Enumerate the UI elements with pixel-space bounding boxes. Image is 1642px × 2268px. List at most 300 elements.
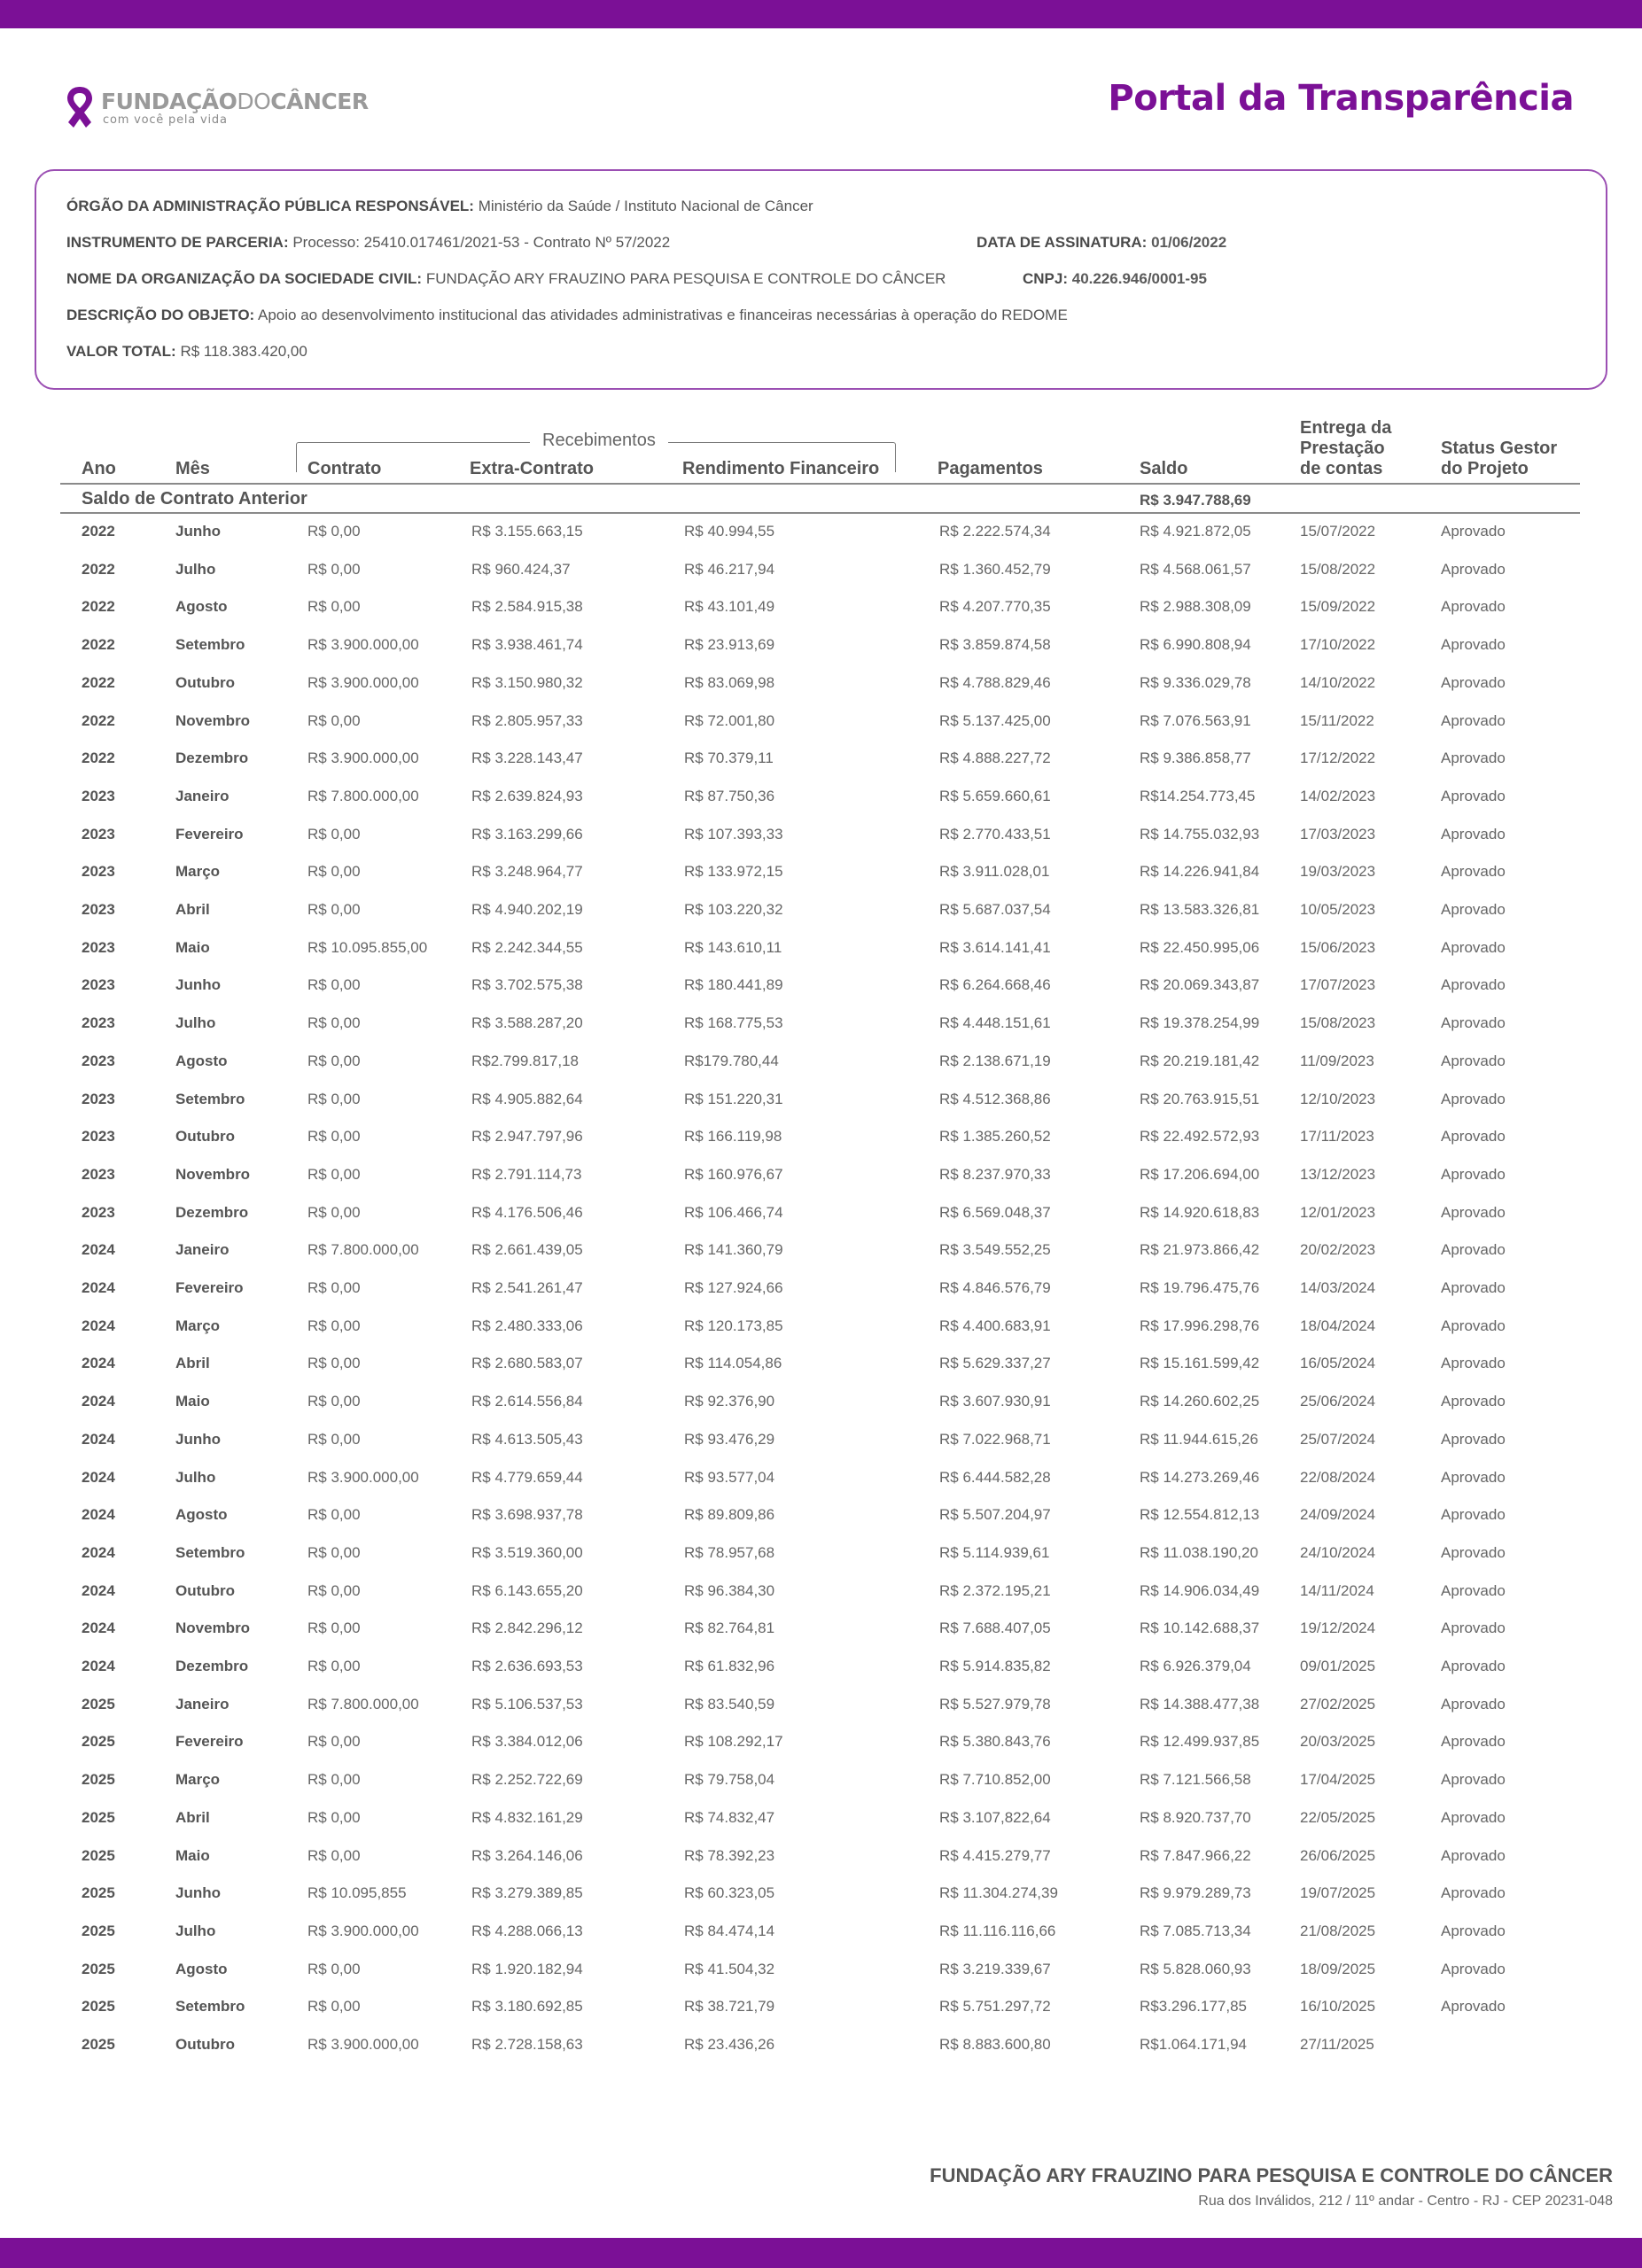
cell-rendimento: R$ 89.809,86 [684, 1506, 775, 1524]
cell-status: Aprovado [1441, 863, 1506, 881]
cell-mes: Janeiro [175, 787, 230, 804]
cell-extra-contrato: R$ 3.384.012,06 [471, 1733, 583, 1751]
header-entrega-line-3: de contas [1300, 459, 1383, 478]
cell-entrega: 12/10/2023 [1300, 1090, 1376, 1107]
cell-saldo: R$ 7.085.713,34 [1140, 1922, 1251, 1939]
cell-ano: 2024 [82, 1393, 115, 1410]
cell-contrato: R$ 0,00 [307, 1506, 361, 1524]
cell-saldo: R$ 14.226.941,84 [1140, 863, 1260, 881]
cell-rendimento: R$ 151.220,31 [684, 1090, 783, 1107]
cell-extra-contrato: R$ 2.661.439,05 [471, 1241, 583, 1259]
cell-contrato: R$ 0,00 [307, 1203, 361, 1221]
table-row [0, 1544, 1642, 1582]
cell-pagamentos: R$ 2.372.195,21 [939, 1581, 1051, 1599]
cell-rendimento: R$ 74.832,47 [684, 1808, 775, 1826]
cell-ano: 2022 [82, 636, 115, 654]
instrumento-value: Processo: 25410.017461/2021-53 - Contrato Nº 57/2022 [292, 234, 671, 251]
table-row [0, 1431, 1642, 1469]
cell-pagamentos: R$ 1.385.260,52 [939, 1128, 1051, 1146]
cell-entrega: 25/06/2024 [1300, 1393, 1376, 1410]
cell-mes: Setembro [175, 1090, 245, 1107]
header-mes: Mês [175, 459, 210, 478]
cell-pagamentos: R$ 2.138.671,19 [939, 1052, 1051, 1069]
cell-entrega: 14/02/2023 [1300, 787, 1376, 804]
cell-saldo: R$ 5.828.060,93 [1140, 1960, 1251, 1977]
cell-entrega: 14/11/2024 [1300, 1581, 1374, 1599]
cell-pagamentos: R$ 7.688.407,05 [939, 1619, 1051, 1637]
cell-rendimento: R$ 114.054,86 [684, 1355, 782, 1372]
cell-rendimento: R$ 92.376,90 [684, 1393, 775, 1410]
descricao-value: Apoio ao desenvolvimento institucional das atividades administrativas e financeiras necessárias à operação do REDOME [258, 307, 1068, 323]
cell-entrega: 15/07/2022 [1300, 523, 1376, 540]
cell-rendimento: R$ 93.577,04 [684, 1468, 775, 1486]
cell-extra-contrato: R$ 4.779.659,44 [471, 1468, 583, 1486]
valor-total-line [66, 343, 307, 361]
cell-ano: 2022 [82, 523, 115, 540]
table-row [0, 1166, 1642, 1204]
cell-extra-contrato: R$ 2.842.296,12 [471, 1619, 583, 1637]
cell-saldo: R$ 14.388.477,38 [1140, 1695, 1260, 1713]
cell-entrega: 15/08/2023 [1300, 1014, 1376, 1032]
cell-status: Aprovado [1441, 787, 1506, 804]
cell-mes: Janeiro [175, 1695, 230, 1713]
fundacao-do-cancer-logo[interactable] [64, 85, 369, 129]
cell-mes: Junho [175, 523, 221, 540]
cell-mes: Outubro [175, 1128, 236, 1146]
cnpj-label: CNPJ: [1023, 270, 1069, 287]
table-row [0, 1961, 1642, 1999]
cell-extra-contrato: R$ 2.728.158,63 [471, 2036, 583, 2053]
cell-ano: 2025 [82, 1846, 115, 1864]
cell-mes: Junho [175, 1430, 221, 1448]
cell-status: Aprovado [1441, 1090, 1506, 1107]
cell-rendimento: R$ 70.379,11 [684, 750, 774, 767]
cell-rendimento: R$ 38.721,79 [684, 1998, 775, 2016]
cell-saldo: R$14.254.773,45 [1140, 787, 1256, 804]
cell-extra-contrato: R$ 4.905.882,64 [471, 1090, 583, 1107]
descricao-line [66, 307, 1068, 324]
cell-rendimento: R$ 133.972,15 [684, 863, 783, 881]
cell-ano: 2024 [82, 1241, 115, 1259]
header-extra-contrato: Extra-Contrato [470, 459, 595, 478]
cell-pagamentos: R$ 7.710.852,00 [939, 1771, 1051, 1789]
cell-saldo: R$ 15.161.599,42 [1140, 1355, 1260, 1372]
table-row [0, 1355, 1642, 1393]
cell-rendimento: R$ 60.323,05 [684, 1884, 775, 1902]
cnpj-value: 40.226.946/0001-95 [1071, 270, 1207, 287]
logo-word-do: DO [237, 89, 271, 114]
cell-mes: Dezembro [175, 1658, 249, 1674]
cell-contrato: R$ 0,00 [307, 1317, 361, 1334]
cell-saldo: R$ 9.979.289,73 [1140, 1884, 1251, 1902]
cell-status: Aprovado [1441, 1846, 1506, 1864]
cell-status: Aprovado [1441, 1506, 1506, 1524]
cell-saldo: R$ 22.492.572,93 [1140, 1128, 1260, 1146]
cell-rendimento: R$ 84.474,14 [684, 1922, 775, 1939]
cell-status: Aprovado [1441, 1808, 1506, 1826]
cell-pagamentos: R$ 7.022.968,71 [939, 1430, 1051, 1448]
logo-wordmark [101, 90, 369, 113]
cell-rendimento: R$ 78.957,68 [684, 1543, 775, 1561]
cell-status: Aprovado [1441, 1203, 1506, 1221]
cell-rendimento: R$ 78.392,23 [684, 1846, 775, 1864]
cell-rendimento: R$ 160.976,67 [684, 1165, 783, 1183]
cell-extra-contrato: R$ 3.279.389,85 [471, 1884, 583, 1902]
cell-rendimento: R$ 87.750,36 [684, 787, 775, 804]
table-row [0, 1998, 1642, 2036]
cell-status: Aprovado [1441, 1581, 1506, 1599]
table-row [0, 1091, 1642, 1129]
cell-mes: Abril [175, 1355, 210, 1372]
table-row [0, 1696, 1642, 1734]
cell-extra-contrato: R$ 2.680.583,07 [471, 1355, 583, 1372]
cell-ano: 2024 [82, 1430, 115, 1448]
header-divider [60, 483, 1580, 485]
cell-entrega: 19/07/2025 [1300, 1884, 1376, 1902]
cell-contrato: R$ 7.800.000,00 [307, 787, 419, 804]
cell-extra-contrato: R$ 4.613.505,43 [471, 1430, 583, 1448]
header-rendimento-financeiro: Rendimento Financeiro [682, 459, 880, 478]
cell-contrato: R$ 0,00 [307, 1658, 361, 1674]
cell-mes: Janeiro [175, 1241, 230, 1259]
cell-mes: Outubro [175, 2036, 236, 2053]
cell-rendimento: R$ 82.764,81 [684, 1619, 775, 1637]
cell-rendimento: R$ 141.360,79 [684, 1241, 783, 1259]
table-row [0, 826, 1642, 864]
cell-extra-contrato: R$ 960.424,37 [471, 560, 571, 578]
cell-contrato: R$ 0,00 [307, 1960, 361, 1977]
cell-extra-contrato: R$ 4.940.202,19 [471, 901, 583, 918]
cell-ano: 2025 [82, 1884, 115, 1902]
cell-saldo: R$ 12.554.812,13 [1140, 1506, 1260, 1524]
table-row [0, 863, 1642, 901]
cell-contrato: R$ 10.095.855,00 [307, 938, 428, 956]
valor-total-value: R$ 118.383.420,00 [180, 343, 307, 360]
cell-saldo: R$ 6.990.808,94 [1140, 636, 1251, 654]
saldo-anterior-value: R$ 3.947.788,69 [1140, 492, 1251, 509]
cell-rendimento: R$ 120.173,85 [684, 1317, 783, 1334]
cell-extra-contrato: R$ 2.480.333,06 [471, 1317, 583, 1334]
cell-pagamentos: R$ 5.659.660,61 [939, 787, 1051, 804]
cell-entrega: 17/12/2022 [1300, 750, 1376, 767]
table-row [0, 1204, 1642, 1242]
cell-extra-contrato: R$ 2.636.693,53 [471, 1658, 583, 1674]
cell-mes: Setembro [175, 1543, 245, 1561]
cell-extra-contrato: R$ 2.791.114,73 [471, 1165, 582, 1183]
cell-rendimento: R$ 106.466,74 [684, 1203, 783, 1221]
table-row [0, 1771, 1642, 1809]
cell-entrega: 19/03/2023 [1300, 863, 1376, 881]
cell-mes: Junho [175, 1884, 221, 1902]
cell-pagamentos: R$ 4.788.829,46 [939, 673, 1051, 691]
cell-contrato: R$ 7.800.000,00 [307, 1241, 419, 1259]
table-row [0, 598, 1642, 636]
cell-pagamentos: R$ 3.219.339,67 [939, 1960, 1051, 1977]
cell-saldo: R$1.064.171,94 [1140, 2036, 1247, 2053]
cell-status: Aprovado [1441, 1317, 1506, 1334]
cell-status: Aprovado [1441, 1355, 1506, 1372]
cell-ano: 2024 [82, 1468, 115, 1486]
cell-contrato: R$ 0,00 [307, 1090, 361, 1107]
table-row [0, 1241, 1642, 1279]
cell-saldo: R$ 4.921.872,05 [1140, 523, 1251, 540]
header-entrega-line-1: Entrega da [1300, 418, 1392, 438]
cell-status: Aprovado [1441, 1619, 1506, 1637]
cell-ano: 2024 [82, 1279, 115, 1296]
cell-rendimento: R$ 79.758,04 [684, 1771, 775, 1789]
cell-pagamentos: R$ 3.614.141,41 [939, 938, 1051, 956]
recebimentos-group-header: Recebimentos [530, 431, 668, 451]
cell-contrato: R$ 0,00 [307, 1128, 361, 1146]
cell-mes: Setembro [175, 1998, 245, 2016]
cell-extra-contrato: R$ 3.588.287,20 [471, 1014, 583, 1032]
cell-status: Aprovado [1441, 673, 1506, 691]
cell-extra-contrato: R$ 2.541.261,47 [471, 1279, 583, 1296]
cell-rendimento: R$ 107.393,33 [684, 825, 783, 843]
cell-status: Aprovado [1441, 598, 1506, 616]
table-row [0, 636, 1642, 674]
cell-extra-contrato: R$ 4.832.161,29 [471, 1808, 583, 1826]
table-row [0, 1128, 1642, 1166]
cell-contrato: R$ 0,00 [307, 1052, 361, 1069]
cell-status: Aprovado [1441, 1430, 1506, 1448]
cell-entrega: 24/09/2024 [1300, 1506, 1376, 1524]
cell-contrato: R$ 3.900.000,00 [307, 673, 419, 691]
cell-entrega: 18/04/2024 [1300, 1317, 1376, 1334]
cell-ano: 2024 [82, 1581, 115, 1599]
cell-pagamentos: R$ 5.114.939,61 [939, 1543, 1050, 1561]
cell-rendimento: R$ 83.069,98 [684, 673, 775, 691]
orgao-value: Ministério da Saúde / Instituto Nacional de Câncer [478, 198, 813, 214]
cell-mes: Setembro [175, 636, 245, 654]
cell-mes: Maio [175, 1393, 210, 1410]
cell-mes: Julho [175, 1468, 216, 1486]
cell-extra-contrato: R$ 2.252.722,69 [471, 1771, 583, 1789]
table-row [0, 1809, 1642, 1847]
cell-saldo: R$ 8.920.737,70 [1140, 1808, 1251, 1826]
cell-entrega: 22/08/2024 [1300, 1468, 1376, 1486]
cell-saldo: R$ 20.069.343,87 [1140, 976, 1260, 994]
cell-ano: 2022 [82, 673, 115, 691]
header-contrato: Contrato [307, 459, 382, 478]
cell-mes: Julho [175, 1922, 216, 1939]
cell-status: Aprovado [1441, 1052, 1506, 1069]
table-row [0, 2036, 1642, 2074]
cell-contrato: R$ 0,00 [307, 1393, 361, 1410]
cell-rendimento: R$ 96.384,30 [684, 1581, 775, 1599]
cell-saldo: R$ 11.944.615,26 [1140, 1430, 1258, 1448]
cell-entrega: 17/11/2023 [1300, 1128, 1374, 1146]
cell-pagamentos: R$ 6.444.582,28 [939, 1468, 1051, 1486]
header-entrega-line-2: Prestação [1300, 439, 1385, 458]
cell-saldo: R$ 14.906.034,49 [1140, 1581, 1260, 1599]
cell-saldo: R$ 9.336.029,78 [1140, 673, 1251, 691]
cell-ano: 2023 [82, 938, 115, 956]
cell-entrega: 17/03/2023 [1300, 825, 1376, 843]
cell-entrega: 25/07/2024 [1300, 1430, 1376, 1448]
cell-rendimento: R$ 23.436,26 [684, 2036, 775, 2053]
cell-contrato: R$ 0,00 [307, 1998, 361, 2016]
cell-mes: Maio [175, 1846, 210, 1864]
cell-entrega: 15/06/2023 [1300, 938, 1376, 956]
cell-mes: Fevereiro [175, 1733, 244, 1751]
cell-extra-contrato: R$ 3.163.299,66 [471, 825, 583, 843]
cell-contrato: R$ 7.800.000,00 [307, 1695, 419, 1713]
cell-rendimento: R$ 103.220,32 [684, 901, 783, 918]
table-row [0, 1619, 1642, 1658]
cell-pagamentos: R$ 8.883.600,80 [939, 2036, 1051, 2053]
cell-saldo: R$ 7.076.563,91 [1140, 711, 1251, 729]
cell-entrega: 12/01/2023 [1300, 1203, 1376, 1221]
cell-pagamentos: R$ 2.222.574,34 [939, 523, 1051, 540]
cell-extra-contrato: R$ 4.288.066,13 [471, 1922, 583, 1939]
cell-contrato: R$ 3.900.000,00 [307, 636, 419, 654]
cell-entrega: 14/03/2024 [1300, 1279, 1376, 1296]
table-row [0, 1279, 1642, 1317]
descricao-label: DESCRIÇÃO DO OBJETO: [66, 307, 255, 323]
table-row [0, 674, 1642, 712]
cell-status: Aprovado [1441, 901, 1506, 918]
cell-ano: 2022 [82, 560, 115, 578]
cell-contrato: R$ 0,00 [307, 901, 361, 918]
cell-entrega: 15/09/2022 [1300, 598, 1376, 616]
cell-rendimento: R$179.780,44 [684, 1052, 779, 1069]
cell-entrega: 15/08/2022 [1300, 560, 1376, 578]
table-row [0, 939, 1642, 977]
ribbon-icon [64, 85, 96, 129]
cell-mes: Fevereiro [175, 1279, 244, 1296]
header-status-line-1: Status Gestor [1441, 439, 1558, 458]
cell-entrega: 19/12/2024 [1300, 1619, 1376, 1637]
cell-contrato: R$ 0,00 [307, 863, 361, 881]
cell-saldo: R$ 12.499.937,85 [1140, 1733, 1260, 1751]
cell-pagamentos: R$ 4.415.279,77 [939, 1846, 1051, 1864]
header-saldo: Saldo [1140, 459, 1188, 478]
cell-ano: 2024 [82, 1506, 115, 1524]
cell-ano: 2023 [82, 1090, 115, 1107]
table-row [0, 523, 1642, 561]
cell-contrato: R$ 0,00 [307, 1279, 361, 1296]
cell-extra-contrato: R$ 6.143.655,20 [471, 1581, 583, 1599]
cell-saldo: R$ 9.386.858,77 [1140, 750, 1251, 767]
header-pagamentos: Pagamentos [938, 459, 1043, 478]
cell-status: Aprovado [1441, 1733, 1506, 1751]
cell-ano: 2023 [82, 901, 115, 918]
logo-word-fundacao: FUNDAÇÃO [101, 89, 237, 114]
cell-rendimento: R$ 40.994,55 [684, 523, 775, 540]
cell-contrato: R$ 0,00 [307, 560, 361, 578]
cell-mes: Novembro [175, 1165, 251, 1183]
cell-extra-contrato: R$ 3.155.663,15 [471, 523, 583, 540]
cell-saldo: R$ 4.568.061,57 [1140, 560, 1251, 578]
table-row [0, 712, 1642, 750]
data-assinatura-value: 01/06/2022 [1151, 234, 1227, 251]
cell-extra-contrato: R$ 3.938.461,74 [471, 636, 583, 654]
cell-extra-contrato: R$ 2.242.344,55 [471, 938, 583, 956]
cell-pagamentos: R$ 3.859.874,58 [939, 636, 1051, 654]
cell-pagamentos: R$ 5.507.204,97 [939, 1506, 1051, 1524]
table-row [0, 1582, 1642, 1620]
cell-extra-contrato: R$ 3.248.964,77 [471, 863, 583, 881]
cell-extra-contrato: R$ 3.702.575,38 [471, 976, 583, 994]
table-row [0, 976, 1642, 1014]
table-row [0, 1847, 1642, 1885]
cell-ano: 2024 [82, 1355, 115, 1372]
cell-entrega: 17/07/2023 [1300, 976, 1376, 994]
footer-org-name: FUNDAÇÃO ARY FRAUZINO PARA PESQUISA E CONTROLE DO CÂNCER [930, 2164, 1613, 2186]
cell-mes: Março [175, 863, 221, 881]
table-row [0, 901, 1642, 939]
cell-entrega: 20/03/2025 [1300, 1733, 1376, 1751]
cell-status: Aprovado [1441, 1695, 1506, 1713]
cell-pagamentos: R$ 4.846.576,79 [939, 1279, 1051, 1296]
cell-pagamentos: R$ 3.607.930,91 [939, 1393, 1051, 1410]
cell-mes: Abril [175, 901, 210, 918]
cell-rendimento: R$ 46.217,94 [684, 560, 775, 578]
cell-mes: Agosto [175, 598, 228, 616]
cell-entrega: 20/02/2023 [1300, 1241, 1376, 1259]
cell-mes: Junho [175, 976, 221, 994]
cell-contrato: R$ 3.900.000,00 [307, 2036, 419, 2053]
cell-extra-contrato: R$ 3.264.146,06 [471, 1846, 583, 1864]
data-assinatura-line [977, 234, 1226, 252]
cell-ano: 2025 [82, 1808, 115, 1826]
cell-entrega: 24/10/2024 [1300, 1543, 1376, 1561]
cell-entrega: 15/11/2022 [1300, 711, 1374, 729]
cell-extra-contrato: R$ 3.180.692,85 [471, 1998, 583, 2016]
orgao-label: ÓRGÃO DA ADMINISTRAÇÃO PÚBLICA RESPONSÁVEL: [66, 198, 474, 214]
cell-saldo: R$ 20.219.181,42 [1140, 1052, 1260, 1069]
cell-ano: 2024 [82, 1619, 115, 1637]
cell-saldo: R$ 14.755.032,93 [1140, 825, 1260, 843]
top-accent-bar [0, 0, 1642, 28]
table-row [0, 1884, 1642, 1922]
saldo-anterior-divider [60, 512, 1580, 514]
table-row [0, 1922, 1642, 1961]
cell-entrega: 16/05/2024 [1300, 1355, 1376, 1372]
cell-pagamentos: R$ 6.569.048,37 [939, 1203, 1051, 1221]
cell-pagamentos: R$ 8.237.970,33 [939, 1165, 1051, 1183]
cell-status: Aprovado [1441, 1922, 1506, 1939]
cell-contrato: R$ 0,00 [307, 1430, 361, 1448]
cell-mes: Outubro [175, 1581, 236, 1599]
cell-entrega: 26/06/2025 [1300, 1846, 1376, 1864]
cell-ano: 2025 [82, 1922, 115, 1939]
table-row [0, 750, 1642, 788]
cell-mes: Dezembro [175, 1203, 249, 1221]
cell-contrato: R$ 0,00 [307, 1165, 361, 1183]
cell-contrato: R$ 0,00 [307, 1543, 361, 1561]
cell-mes: Março [175, 1771, 221, 1789]
cell-ano: 2023 [82, 1014, 115, 1032]
data-assinatura-label: DATA DE ASSINATURA: [977, 234, 1148, 251]
cell-ano: 2025 [82, 1960, 115, 1977]
cell-contrato: R$ 3.900.000,00 [307, 1468, 419, 1486]
cell-pagamentos: R$ 1.360.452,79 [939, 560, 1051, 578]
cell-ano: 2024 [82, 1317, 115, 1334]
cell-pagamentos: R$ 4.448.151,61 [939, 1014, 1051, 1032]
cell-extra-contrato: R$ 2.805.957,33 [471, 711, 583, 729]
cell-pagamentos: R$ 5.687.037,54 [939, 901, 1051, 918]
cell-pagamentos: R$ 4.400.683,91 [939, 1317, 1051, 1334]
cell-mes: Novembro [175, 1619, 251, 1637]
cell-saldo: R$ 6.926.379,04 [1140, 1658, 1251, 1674]
cell-extra-contrato: R$ 2.584.915,38 [471, 598, 583, 616]
cell-extra-contrato: R$ 3.228.143,47 [471, 750, 583, 767]
cell-pagamentos: R$ 5.527.979,78 [939, 1695, 1051, 1713]
cell-saldo: R$ 13.583.326,81 [1140, 901, 1260, 918]
cell-saldo: R$ 21.973.866,42 [1140, 1241, 1260, 1259]
